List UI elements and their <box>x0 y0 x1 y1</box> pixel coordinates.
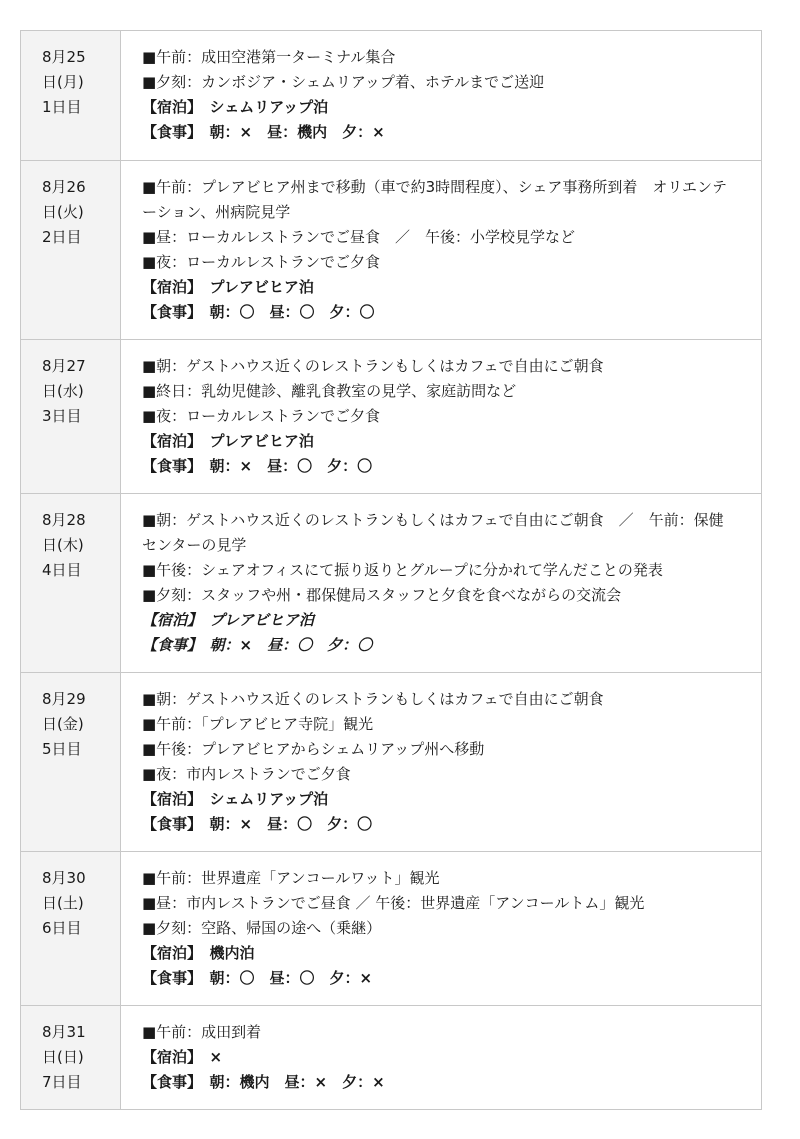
schedule-line: ■昼：ローカルレストランでご昼食 ／ 午後：小学校見学など <box>142 228 576 246</box>
schedule-line: ■午前：「プレアビヒア寺院」観光 <box>142 715 374 733</box>
day-date: 8月26 <box>42 178 86 196</box>
accommodation-info: 【宿泊】 シェムリアップ泊 <box>142 98 329 116</box>
day-cell <box>21 340 121 494</box>
meals-info: 【食事】 朝：× 昼：機内 夕：× <box>142 123 385 141</box>
day-cell <box>21 673 121 852</box>
day-number: 1日目 <box>42 98 82 116</box>
detail-cell <box>121 494 762 673</box>
schedule-line: ■朝：ゲストハウス近くのレストランもしくはカフェで自由にご朝食 <box>142 357 604 375</box>
detail-cell <box>121 1006 762 1110</box>
day-cell <box>21 1006 121 1110</box>
day-weekday: 日(日) <box>42 1048 84 1066</box>
schedule-line: ■夜：ローカルレストランでご夕食 <box>142 407 381 425</box>
schedule-line: ■夕刻：空路、帰国の途へ（乗継） <box>142 919 382 937</box>
meals-info: 【食事】 朝：〇 昼：〇 夕：× <box>142 969 373 987</box>
day-row <box>21 494 762 673</box>
meals-info: 【食事】 朝：機内 昼：× 夕：× <box>142 1073 385 1091</box>
detail-cell <box>121 673 762 852</box>
schedule-line: ■夕刻：カンボジア・シェムリアップ着、ホテルまでご送迎 <box>142 73 545 91</box>
day-date: 8月30 <box>42 869 86 887</box>
day-number: 4日目 <box>42 561 82 579</box>
schedule-line: ■午後：プレアビヒアからシェムリアップ州へ移動 <box>142 740 485 758</box>
day-weekday: 日(土) <box>42 894 84 912</box>
day-number: 5日目 <box>42 740 82 758</box>
day-date: 8月25 <box>42 48 86 66</box>
day-number: 6日目 <box>42 919 82 937</box>
meals-info: 【食事】 朝：× 昼：〇 夕：〇 <box>142 815 373 833</box>
schedule-line: ■午前：成田空港第一ターミナル集合 <box>142 48 396 66</box>
day-number: 7日目 <box>42 1073 82 1091</box>
accommodation-info: 【宿泊】 機内泊 <box>142 944 255 962</box>
meals-info: 【食事】 朝：× 昼：〇 夕：〇 <box>142 636 373 654</box>
day-row <box>21 852 762 1006</box>
day-weekday: 日(水) <box>42 382 84 400</box>
accommodation-info: 【宿泊】 プレアビヒア泊 <box>142 432 314 450</box>
day-row <box>21 340 762 494</box>
meals-info: 【食事】 朝：× 昼：〇 夕：〇 <box>142 457 373 475</box>
accommodation-info: 【宿泊】 × <box>142 1048 223 1066</box>
day-weekday: 日(月) <box>42 73 84 91</box>
schedule-line: ■夜：市内レストランでご夕食 <box>142 765 351 783</box>
schedule-line: ■午前：世界遺産「アンコールワット」観光 <box>142 869 440 887</box>
accommodation-info: 【宿泊】 プレアビヒア泊 <box>142 611 314 629</box>
schedule-line: ■午前：成田到着 <box>142 1023 262 1041</box>
day-number: 3日目 <box>42 407 82 425</box>
day-number: 2日目 <box>42 228 82 246</box>
day-date: 8月31 <box>42 1023 86 1041</box>
schedule-line: ■終日：乳幼児健診、離乳食教室の見学、家庭訪問など <box>142 382 517 400</box>
accommodation-info: 【宿泊】 プレアビヒア泊 <box>142 278 314 296</box>
itinerary-table <box>20 30 762 1110</box>
day-cell <box>21 852 121 1006</box>
detail-cell <box>121 852 762 1006</box>
detail-cell <box>121 161 762 340</box>
schedule-line: ■午前：プレアビヒア州まで移動（車で約3時間程度）、シェア事務所到着 オリエンテーション、州病院見学 <box>142 178 728 221</box>
schedule-line: ■朝：ゲストハウス近くのレストランもしくはカフェで自由にご朝食 <box>142 690 604 708</box>
day-weekday: 日(木) <box>42 536 84 554</box>
day-row <box>21 31 762 161</box>
meals-info: 【食事】 朝：〇 昼：〇 夕：〇 <box>142 303 375 321</box>
day-cell <box>21 161 121 340</box>
day-cell <box>21 494 121 673</box>
detail-cell <box>121 31 762 161</box>
day-cell <box>21 31 121 161</box>
accommodation-info: 【宿泊】 シェムリアップ泊 <box>142 790 329 808</box>
schedule-line: ■午後：シェアオフィスにて振り返りとグループに分かれて学んだことの発表 <box>142 561 663 579</box>
detail-cell <box>121 340 762 494</box>
schedule-line: ■夕刻：スタッフや州・郡保健局スタッフと夕食を食べながらの交流会 <box>142 586 622 604</box>
schedule-line: ■朝：ゲストハウス近くのレストランもしくはカフェで自由にご朝食 ／ 午前：保健センターの見学 <box>142 511 724 554</box>
day-weekday: 日(火) <box>42 203 84 221</box>
day-weekday: 日(金) <box>42 715 84 733</box>
itinerary-body <box>21 31 762 1110</box>
day-date: 8月29 <box>42 690 86 708</box>
day-row <box>21 1006 762 1110</box>
day-row <box>21 673 762 852</box>
schedule-line: ■昼：市内レストランでご昼食 ／ 午後：世界遺産「アンコールトム」観光 <box>142 894 645 912</box>
day-row <box>21 161 762 340</box>
day-date: 8月27 <box>42 357 86 375</box>
schedule-line: ■夜：ローカルレストランでご夕食 <box>142 253 381 271</box>
day-date: 8月28 <box>42 511 86 529</box>
